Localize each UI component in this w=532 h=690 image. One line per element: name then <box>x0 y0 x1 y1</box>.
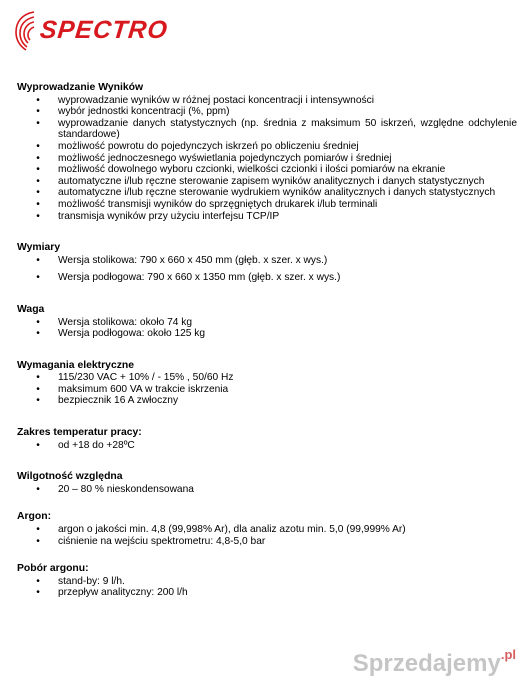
bullet-icon: • <box>36 535 40 547</box>
section-weight <box>17 304 517 340</box>
bullet-icon: • <box>36 152 40 164</box>
bullet-icon: • <box>36 175 40 187</box>
section-electrical <box>17 360 517 407</box>
list-item: • transmisja wyników przy użyciu interfejsu TCP/IP <box>17 211 517 223</box>
bullet-icon: • <box>36 94 40 106</box>
section-title: Wyprowadzanie Wyników <box>17 82 144 93</box>
list-item: • przepływ analityczny: 200 l/h <box>17 587 517 599</box>
list-item: • możliwość jednoczesnego wyświetlania pojedynczych pomiarów i średniej <box>17 153 517 165</box>
section-title: Zakres temperatur pracy: <box>17 427 142 439</box>
list-item: • 115/230 VAC + 10% / - 15% , 50/60 Hz <box>17 372 517 384</box>
list-item: • ciśnienie na wejściu spektrometru: 4,8-5,0 bar <box>17 536 517 548</box>
bullet-list <box>17 440 517 452</box>
list-item: • Wersja stolikowa: 790 x 660 x 450 mm (głęb. x szer. x wys.) <box>17 255 517 267</box>
bullet-icon: • <box>36 328 40 340</box>
bullet-list <box>17 95 517 223</box>
bullet-icon: • <box>36 117 40 129</box>
bullet-icon: • <box>36 395 40 407</box>
list-item: • Wersja stolikowa: około 74 kg <box>17 317 517 329</box>
bullet-icon: • <box>36 575 40 587</box>
section-title: Wilgotność względna <box>17 471 123 483</box>
logo-text: SPECTRO <box>38 15 170 44</box>
bullet-icon: • <box>36 272 40 284</box>
bullet-icon: • <box>36 587 40 599</box>
bullet-icon: • <box>36 483 40 495</box>
section-temperature <box>17 427 517 451</box>
section-title: Pobór argonu: <box>17 563 89 575</box>
section-dimensions <box>17 242 517 284</box>
bullet-icon: • <box>36 106 40 118</box>
list-item: • argon o jakości min. 4,8 (99,998% Ar), dla analiz azotu min. 5,0 (99,999% Ar) <box>17 524 517 536</box>
bullet-icon: • <box>36 198 40 210</box>
bullet-icon: • <box>36 140 40 152</box>
list-item: • od +18 do +28ºC <box>17 440 517 452</box>
list-item: • bezpiecznik 16 A zwłoczny <box>17 395 517 407</box>
section-argon <box>17 511 517 547</box>
section-output <box>17 82 517 222</box>
list-item: • możliwość transmisji wyników do sprzęgniętych drukarek i/lub terminali <box>17 199 517 211</box>
bullet-icon: • <box>36 372 40 384</box>
bullet-list <box>17 484 517 496</box>
list-item: • możliwość powrotu do pojedynczych iskrzeń po obliczeniu średniej <box>17 141 517 153</box>
bullet-icon: • <box>36 254 40 266</box>
bullet-icon: • <box>36 524 40 536</box>
list-item: • Wersja podłogowa: 790 x 660 x 1350 mm (głęb. x szer. x wys.) <box>17 272 517 284</box>
section-title: Argon: <box>17 511 52 523</box>
watermark: Sprzedajemy$^{.pl}$ <box>352 647 516 677</box>
spectro-logo-icon <box>12 8 38 52</box>
bullet-icon: • <box>36 383 40 395</box>
list-item: • wyprowadzanie wyników w różnej postaci koncentracji i intensywności <box>17 95 517 107</box>
list-item: • Wersja podłogowa: około 125 kg <box>17 328 517 340</box>
spec-document <box>17 82 517 599</box>
list-item: • stand-by: 9 l/h. <box>17 576 517 588</box>
bullet-icon: • <box>36 164 40 176</box>
list-item: • wyprowadzanie danych statystycznych (np. średnia z maksimum 50 iskrzeń, względne odchylenie standardowe) <box>17 118 517 141</box>
list-item: • maksimum 600 VA w trakcie iskrzenia <box>17 384 517 396</box>
bullet-icon: • <box>36 316 40 328</box>
bullet-icon: • <box>36 187 40 199</box>
spectro-logo <box>12 8 168 52</box>
bullet-list <box>17 317 517 340</box>
bullet-list <box>17 576 517 599</box>
list-item: • automatyczne i/lub ręczne sterowanie zapisem wyników analitycznych i danych statystycznych <box>17 176 517 188</box>
bullet-icon: • <box>36 210 40 222</box>
list-item: • automatyczne i/lub ręczne sterowanie wydrukiem wyników analitycznych i danych statystycznych <box>17 187 517 199</box>
section-title: Waga <box>17 303 45 315</box>
list-item: • możliwość dowolnego wyboru czcionki, wielkości czcionki i ilości pomiarów na ekranie <box>17 164 517 176</box>
bullet-list <box>17 255 517 284</box>
section-humidity <box>17 471 517 495</box>
bullet-list <box>17 524 517 547</box>
section-title: Wymiary <box>17 242 61 254</box>
list-item: • wybór jednostki koncentracji (%, ppm) <box>17 106 517 118</box>
bullet-icon: • <box>36 439 40 451</box>
section-argon-consumption <box>17 563 517 599</box>
list-item: • 20 – 80 % nieskondensowana <box>17 484 517 496</box>
bullet-list <box>17 372 517 407</box>
section-title: Wymagania elektryczne <box>17 359 135 371</box>
